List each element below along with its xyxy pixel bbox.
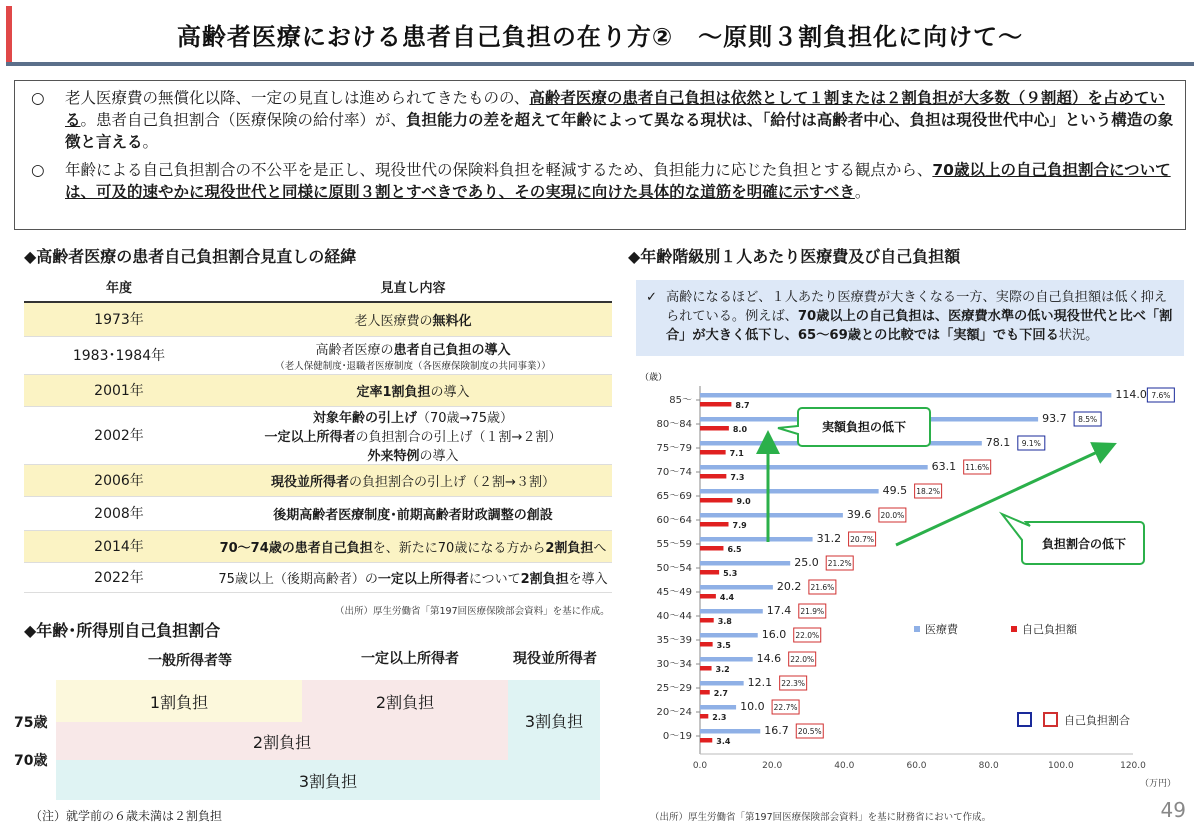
bullet-text xyxy=(65,87,1175,153)
legend-label-self-pay: 自己負担額 xyxy=(1022,623,1077,636)
history-year: 2006年 xyxy=(24,464,214,496)
category-label: 85～ xyxy=(669,395,692,406)
data-label-medical-cost: 93.7 xyxy=(1042,412,1067,425)
x-tick-label: 80.0 xyxy=(978,761,999,771)
history-row xyxy=(24,464,612,496)
ratio-label: 9.1% xyxy=(1021,439,1041,448)
bar-medical-cost xyxy=(700,609,763,614)
history-content xyxy=(214,562,612,592)
data-label-medical-cost: 16.0 xyxy=(761,628,787,641)
x-tick-label: 120.0 xyxy=(1120,761,1146,771)
ratio-label: 20.5% xyxy=(797,727,822,736)
text-run: 高齢者医療の xyxy=(315,342,394,358)
bar-self-pay xyxy=(700,738,712,743)
check-icon: ✓ xyxy=(646,290,658,305)
bullet-mark: ○ xyxy=(31,161,45,179)
text-run: 老人医療費の無償化以降、一定の見直しは進められてきたものの、 xyxy=(65,89,530,107)
callout-ratio-text: 負担割合の低下 xyxy=(1041,537,1127,551)
data-label-self-pay: 7.3 xyxy=(730,473,745,482)
col-certain-income: 一定以上所得者 xyxy=(361,651,459,667)
data-label-medical-cost: 12.1 xyxy=(747,676,773,689)
data-label-self-pay: 3.8 xyxy=(717,617,732,626)
bar-medical-cost xyxy=(700,537,813,542)
history-content xyxy=(214,302,612,336)
history-row xyxy=(24,336,612,374)
bar-medical-cost xyxy=(700,729,760,734)
ratio-label: 8.5% xyxy=(1078,415,1098,424)
bar-medical-cost xyxy=(700,393,1111,398)
text-run: 高齢になるほど、１人あたり医療費が大きくなる一方、実際の自己負担額は低く抑えられている。例えば、 xyxy=(666,290,1168,324)
callout-amount-text: 実額負担の低下 xyxy=(821,420,907,434)
col-content-header: 見直し内容 xyxy=(214,272,612,302)
legend-swatch-medical-cost xyxy=(914,626,920,632)
history-row xyxy=(24,406,612,464)
category-label: 40～44 xyxy=(656,611,692,622)
ratio-label: 7.6% xyxy=(1151,391,1171,400)
category-label: 65～69 xyxy=(656,491,692,502)
cell-3wari-bottom: 3割負担 xyxy=(56,760,600,800)
medical-cost-chart xyxy=(628,362,1194,802)
ratio-label: 21.2% xyxy=(827,559,852,568)
text-run: 75歳以上（後期高齢者）の xyxy=(218,571,378,587)
history-content-line xyxy=(214,407,612,426)
bar-self-pay xyxy=(700,522,729,527)
data-label-self-pay: 7.1 xyxy=(729,449,744,458)
chart-source: （出所）厚生労働省「第197回医療保険部会資料」を基に財務省において作成。 xyxy=(650,812,992,823)
ratio-label: 21.6% xyxy=(810,583,835,592)
data-label-medical-cost: 31.2 xyxy=(816,532,842,545)
bar-self-pay xyxy=(700,426,729,431)
summary-box xyxy=(14,80,1186,230)
text-run: 患者自己負担の導入 xyxy=(393,342,511,358)
data-label-self-pay: 4.4 xyxy=(719,593,735,602)
history-row xyxy=(24,496,612,530)
bar-medical-cost xyxy=(700,585,773,590)
history-year: 2014年 xyxy=(24,530,214,562)
summary-bullet xyxy=(25,159,1175,203)
history-row xyxy=(24,562,612,592)
bar-self-pay xyxy=(700,570,719,575)
text-run: 対象年齢の引上げ xyxy=(313,410,418,426)
text-run: を、新たに70歳になる方から xyxy=(372,540,546,556)
text-run: 負担能力の差を超えて年齢によって異なる現状は、「給付は高齢者中心、負担は現役世代中心」という構造の象徴と言える xyxy=(65,111,1174,151)
history-year: 2022年 xyxy=(24,562,214,592)
history-year: 2008年 xyxy=(24,496,214,530)
history-content xyxy=(214,464,612,496)
legend-label-ratio: 自己負担割合 xyxy=(1064,714,1130,727)
bullet-mark: ○ xyxy=(31,89,45,107)
text-run: の負担割合の引上げ（２割→３割） xyxy=(349,474,555,490)
text-run: の導入 xyxy=(419,448,459,464)
bar-medical-cost xyxy=(700,513,843,518)
text-run: 一定以上所得者 xyxy=(377,571,469,587)
x-tick-label: 60.0 xyxy=(906,761,927,771)
bar-self-pay xyxy=(700,690,710,695)
history-row xyxy=(24,302,612,336)
age-75-label: 75歳 xyxy=(14,715,48,731)
history-table-body xyxy=(24,302,612,592)
bar-self-pay xyxy=(700,450,726,455)
history-row xyxy=(24,374,612,406)
bar-medical-cost xyxy=(700,681,744,686)
text-run: 。 xyxy=(854,183,871,201)
x-tick-label: 40.0 xyxy=(834,761,855,771)
page-title: 高齢者医療における患者自己負担の在り方② ～原則３割負担化に向けて～ xyxy=(176,22,1024,51)
category-label: 55～59 xyxy=(656,539,692,550)
data-label-self-pay: 2.3 xyxy=(712,713,727,722)
col-active-income: 現役並所得者 xyxy=(513,651,597,667)
bar-medical-cost xyxy=(700,705,736,710)
chart-heading: ◆年齢階級別１人あたり医療費及び自己負担額 xyxy=(628,247,961,266)
data-label-medical-cost: 17.4 xyxy=(766,604,792,617)
history-year: 1973年 xyxy=(24,302,214,336)
burden-heading: ◆年齢･所得別自己負担割合 xyxy=(24,621,221,640)
text-run: 70歳以上の自己負担は、医療費水準の低い現役世代と比べ「割合」が大きく低下し、65～69歳との比較では「実額」でも下回る xyxy=(666,309,1173,343)
data-label-self-pay: 6.5 xyxy=(727,545,742,554)
data-label-self-pay: 3.4 xyxy=(716,737,731,746)
history-row xyxy=(24,530,612,562)
ratio-label: 18.2% xyxy=(916,487,941,496)
history-heading: ◆高齢者医療の患者自己負担割合見直しの経緯 xyxy=(24,247,357,266)
bar-medical-cost xyxy=(700,657,753,662)
ratio-label: 22.0% xyxy=(795,631,820,640)
age-70-label: 70歳 xyxy=(14,753,48,769)
data-label-self-pay: 8.7 xyxy=(735,401,750,410)
text-run: 年齢による自己負担割合の不公平を是正し、現役世代の保険料負担を軽減するため、負担能力に応じた負担とする観点から、 xyxy=(65,161,933,179)
category-label: 80～84 xyxy=(656,419,692,430)
text-run: を導入 xyxy=(568,571,608,587)
legend-ratio-red-box xyxy=(1044,713,1057,726)
x-tick-label: 20.0 xyxy=(762,761,783,771)
category-label: 45～49 xyxy=(656,587,692,598)
text-run: 一定以上所得者 xyxy=(264,429,356,445)
bar-medical-cost xyxy=(700,489,879,494)
data-label-self-pay: 8.0 xyxy=(732,425,748,434)
bar-self-pay xyxy=(700,618,714,623)
cell-2wari-upper: 2割負担 xyxy=(302,680,508,722)
history-source: （出所）厚生労働省「第197回医療保険部会資料」を基に作成。 xyxy=(335,606,610,617)
text-run: について xyxy=(468,571,521,587)
data-label-self-pay: 3.2 xyxy=(715,665,730,674)
history-content-line xyxy=(214,426,612,445)
legend-ratio-blue-box xyxy=(1018,713,1031,726)
burden-note: （注）就学前の６歳未満は２割負担 xyxy=(30,809,223,823)
col-year-header: 年度 xyxy=(24,272,214,302)
cell-1wari: 1割負担 xyxy=(56,680,302,722)
legend-label-medical-cost: 医療費 xyxy=(925,623,958,636)
bar-self-pay xyxy=(700,666,712,671)
text-run: 。患者自己負担割合（医療保険の給付率）が、 xyxy=(80,111,407,129)
data-label-medical-cost: 14.6 xyxy=(756,652,782,665)
x-tick-label: 0.0 xyxy=(692,761,708,771)
x-axis-label: （万円） xyxy=(1139,779,1177,789)
text-run: へ xyxy=(593,540,607,556)
category-label: 20～24 xyxy=(656,707,692,718)
category-label: 70～74 xyxy=(656,467,692,478)
category-label: 25～29 xyxy=(656,683,692,694)
history-table xyxy=(24,272,612,593)
data-label-self-pay: 3.5 xyxy=(716,641,731,650)
data-label-self-pay: 7.9 xyxy=(732,521,747,530)
bar-self-pay xyxy=(700,474,726,479)
bar-medical-cost xyxy=(700,633,758,638)
data-label-self-pay: 5.3 xyxy=(723,569,738,578)
data-label-medical-cost: 10.0 xyxy=(740,700,765,713)
bar-self-pay xyxy=(700,498,732,503)
data-label-medical-cost: 39.6 xyxy=(846,508,872,521)
text-run: 老人医療費の xyxy=(354,313,433,329)
text-run: 無料化 xyxy=(432,313,472,329)
bar-self-pay xyxy=(700,546,723,551)
text-run: 2割負担 xyxy=(520,571,569,587)
text-run: 外来特例 xyxy=(367,448,420,464)
text-run: 定率1割負担 xyxy=(356,384,431,400)
history-content xyxy=(214,406,612,464)
page-number: 49 xyxy=(1160,798,1186,822)
bar-medical-cost xyxy=(700,465,928,470)
data-label-medical-cost: 114.0 xyxy=(1115,388,1147,401)
ratio-label: 21.9% xyxy=(800,607,825,616)
ratio-label: 20.0% xyxy=(880,511,905,520)
text-run: 70～74歳の患者自己負担 xyxy=(219,540,373,556)
data-label-medical-cost: 78.1 xyxy=(985,436,1011,449)
category-label: 75～79 xyxy=(656,443,692,454)
data-label-self-pay: 9.0 xyxy=(736,497,751,506)
category-label: 30～34 xyxy=(656,659,692,670)
data-label-medical-cost: 16.7 xyxy=(764,724,789,737)
history-content xyxy=(214,496,612,530)
cell-3wari-side: 3割負担 xyxy=(508,680,600,760)
bar-medical-cost xyxy=(700,561,790,566)
category-label: 35～39 xyxy=(656,635,692,646)
col-general-income: 一般所得者等 xyxy=(148,653,232,669)
ratio-label: 11.6% xyxy=(965,463,990,472)
ratio-label: 22.7% xyxy=(773,703,798,712)
bar-self-pay xyxy=(700,714,708,719)
cell-2wari-lower: 2割負担 xyxy=(56,722,508,760)
category-label: 50～54 xyxy=(656,563,692,574)
category-label: 0～19 xyxy=(662,731,692,742)
legend-swatch-self-pay xyxy=(1011,626,1017,632)
ratio-label: 22.0% xyxy=(790,655,815,664)
history-small-note: （老人保健制度･退職者医療制度（各医療保険制度の共同事業）） xyxy=(275,360,551,372)
bar-self-pay xyxy=(700,402,731,407)
text-run: （70歳→75歳） xyxy=(417,410,513,426)
summary-bullet xyxy=(25,87,1175,153)
history-year: 2001年 xyxy=(24,374,214,406)
bullet-text xyxy=(65,159,1175,203)
data-label-medical-cost: 63.1 xyxy=(931,460,957,473)
text-run: 2割負担 xyxy=(545,540,594,556)
text-run: 高齢者医療の患者自己負担は依然として１割または２割負担が大多数（９割超）を占めている xyxy=(65,89,1165,129)
data-label-medical-cost: 20.2 xyxy=(776,580,802,593)
history-year: 1983･1984年 xyxy=(24,336,214,374)
text-run: 後期高齢者医療制度･前期高齢者財政調整の創設 xyxy=(273,507,553,523)
bar-self-pay xyxy=(700,642,713,647)
history-content xyxy=(214,530,612,562)
text-run: 現役並所得者 xyxy=(271,474,350,490)
y-axis-label: （歳） xyxy=(640,373,668,383)
ratio-label: 20.7% xyxy=(850,535,874,544)
category-label: 60～64 xyxy=(656,515,692,526)
title-bar xyxy=(6,6,1194,66)
bar-self-pay xyxy=(700,594,716,599)
chart-summary-box xyxy=(636,280,1184,356)
text-run: の導入 xyxy=(430,384,470,400)
data-label-medical-cost: 25.0 xyxy=(794,556,819,569)
chart-summary-text xyxy=(666,288,1174,356)
x-tick-label: 100.0 xyxy=(1047,761,1074,771)
data-label-self-pay: 2.7 xyxy=(713,689,728,698)
text-run: 状況。 xyxy=(1058,328,1099,343)
history-year: 2002年 xyxy=(24,406,214,464)
history-content-line xyxy=(214,445,612,464)
text-run: 70歳以上の自己負担割合については、可及的速やかに現役世代と同様に原則３割とすべきであり、その実現に向けた具体的な道筋を明確に示すべき xyxy=(65,161,1171,201)
history-content xyxy=(214,374,612,406)
ratio-label: 22.3% xyxy=(781,679,806,688)
text-run: 。 xyxy=(142,133,159,151)
data-label-medical-cost: 49.5 xyxy=(882,484,908,497)
history-content xyxy=(214,336,612,374)
text-run: の負担割合の引上げ（１割→２割） xyxy=(355,429,562,445)
